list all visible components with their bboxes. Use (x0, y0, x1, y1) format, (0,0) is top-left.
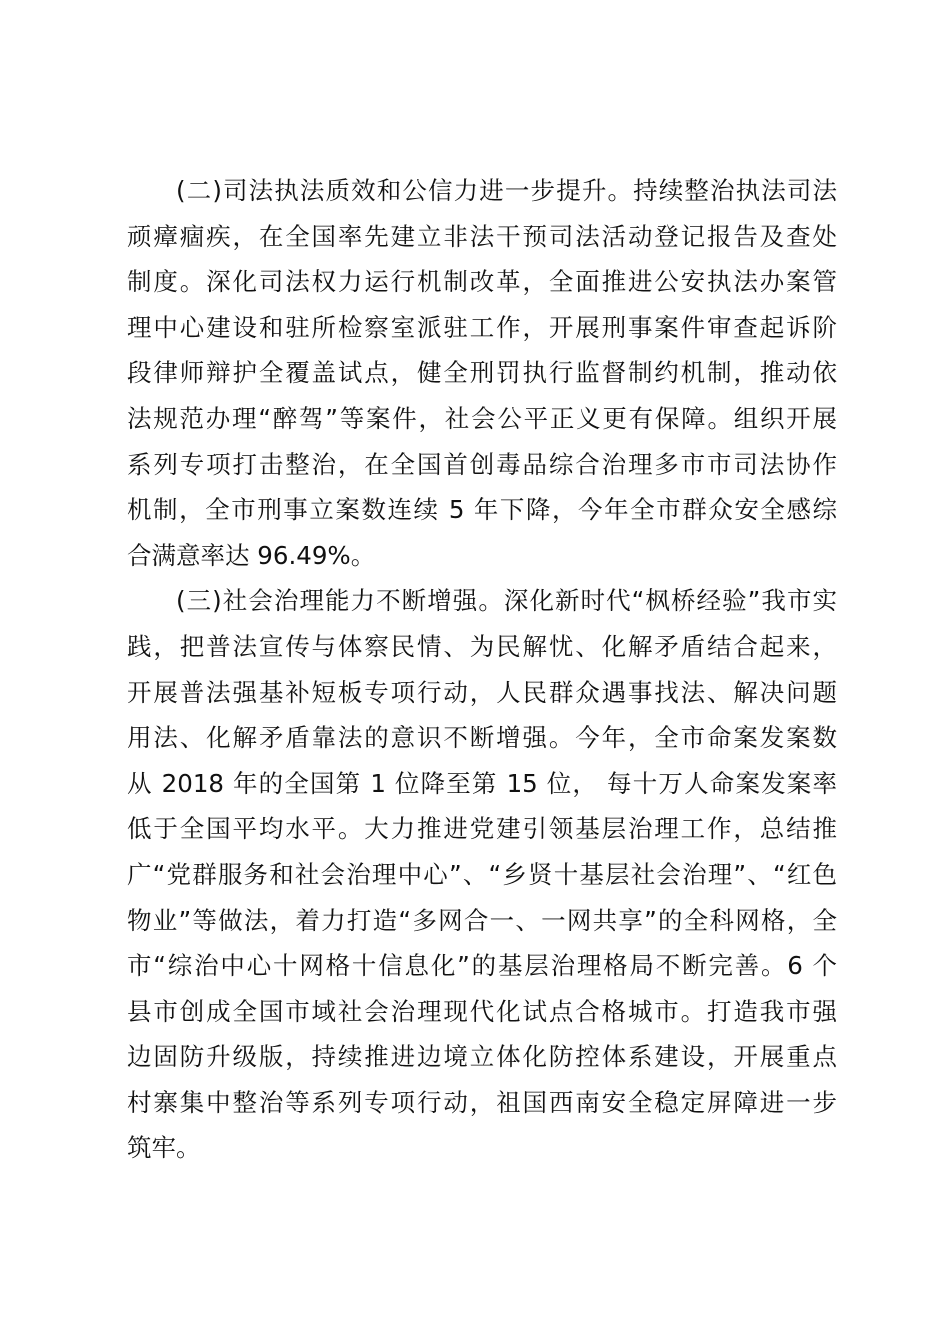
text-line: 开展普法强基补短板专项行动，人民群众遇事找法、解决问题 (127, 677, 837, 707)
text-line: (二)司法执法质效和公信力进一步提升。持续整治执法司法 (176, 176, 837, 205)
text-line: 理中心建设和驻所检察室派驻工作，开展刑事案件审查起诉阶 (127, 312, 837, 342)
text-line: 广“党群服务和社会治理中心”、“乡贤十基层社会治理”、“红色 (127, 859, 837, 889)
text-line: 市“综治中心十网格十信息化”的基层治理格局不断完善。6 个 (127, 951, 837, 981)
text-line: 合满意率达 96.49%。 (127, 540, 376, 570)
text-line: 从 2018 年的全国第 1 位降至第 15 位， 每十万人命案发案率 (127, 768, 837, 798)
text-line: 村寨集中整治等系列专项行动，祖国西南安全稳定屏障进一步 (127, 1087, 837, 1117)
text-line: 段律师辩护全覆盖试点，健全刑罚执行监督制约机制，推动依 (127, 358, 837, 388)
text-line: 物业”等做法，着力打造“多网合一、一网共享”的全科网格，全 (127, 905, 837, 935)
text-line: (三)社会治理能力不断增强。深化新时代“枫桥经验”我市实 (176, 586, 837, 616)
text-line: 低于全国平均水平。大力推进党建引领基层治理工作，总结推 (127, 814, 837, 844)
paragraph-social-governance (127, 578, 837, 1171)
text-line: 法规范办理“醉驾”等案件，社会公平正义更有保障。组织开展 (127, 403, 837, 433)
text-line: 机制，全市刑事立案数连续 5 年下降，今年全市群众安全感综 (127, 495, 837, 525)
text-line: 边固防升级版，持续推进边境立体化防控体系建设，开展重点 (127, 1042, 837, 1072)
text-line: 系列专项打击整治，在全国首创毒品综合治理多市市司法协作 (127, 449, 837, 479)
text-line: 用法、化解矛盾靠法的意识不断增强。今年，全市命案发案数 (127, 723, 837, 753)
text-line: 践，把普法宣传与体察民情、为民解忧、化解矛盾结合起来， (127, 631, 837, 661)
text-line: 制度。深化司法权力运行机制改革，全面推进公安执法办案管 (127, 267, 837, 297)
text-line: 筑牢。 (127, 1133, 201, 1163)
paragraph-judicial-law-enforcement (127, 168, 837, 578)
text-line: 县市创成全国市域社会治理现代化试点合格城市。打造我市强 (127, 996, 837, 1026)
text-line: 顽瘴痼疾，在全国率先建立非法干预司法活动登记报告及查处 (127, 221, 837, 251)
document-body (127, 168, 837, 1171)
